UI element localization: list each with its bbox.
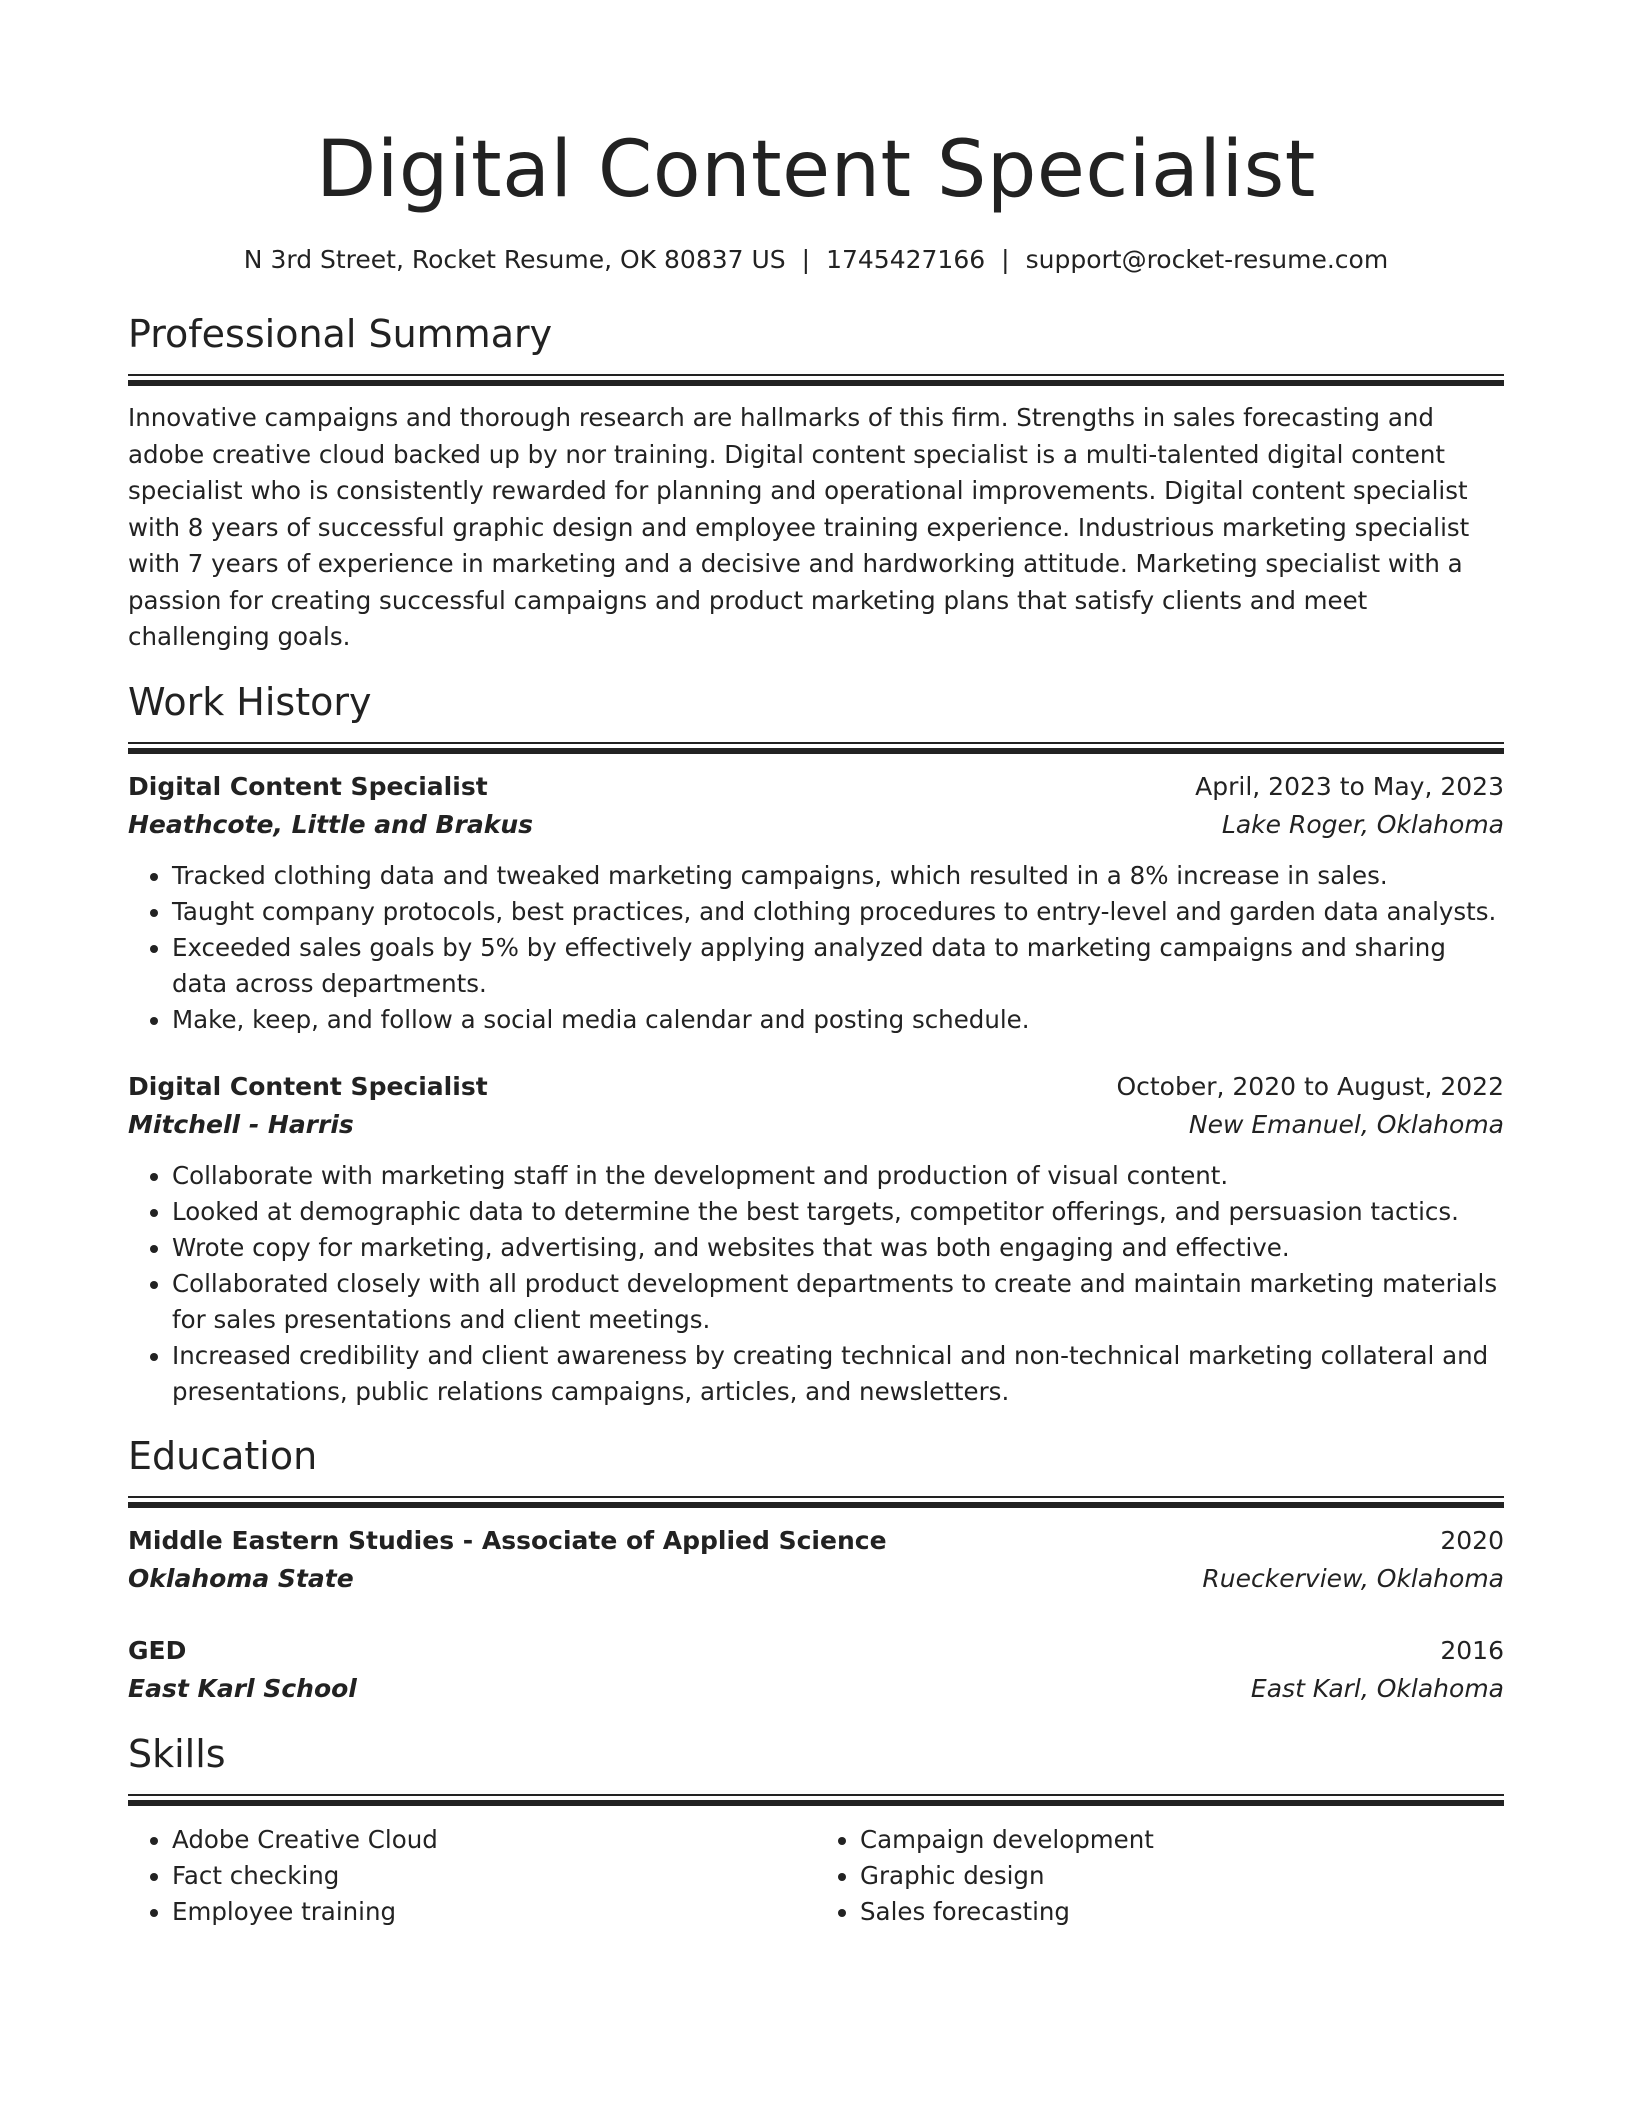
job-company: Mitchell - Harris [128,1109,354,1139]
skills-section [128,1728,1504,1930]
education-degree: Middle Eastern Studies - Associate of Applied Science [128,1525,887,1555]
education-year: 2016 [1440,1635,1504,1665]
education-school: Oklahoma State [128,1563,354,1593]
education-entry [128,1522,1504,1598]
section-title-work: Work History [128,679,372,724]
resume-name: Digital Content Specialist [316,125,1316,215]
education-subheader-row [128,1670,1504,1708]
job-header-row [128,768,1504,806]
skills-list-right [816,1822,1504,1930]
list-item: • Taught company protocols, best practices, and clothing procedures to entry-level and garden data analysts. [172,894,1504,930]
job-entry [128,768,1504,1038]
summary-section [128,308,1504,656]
list-item: • Collaborate with marketing staff in the development and production of visual content. [172,1158,1504,1194]
education-location: Rueckerview, Oklahoma [1202,1563,1504,1593]
list-item: • Increased credibility and client awareness by creating technical and non-technical marketing collateral and presentations, public relations campaigns, articles, and newsletters. [172,1338,1504,1410]
job-title: Digital Content Specialist [128,1071,488,1101]
skill-item: • Graphic design [860,1858,1504,1894]
job-title: Digital Content Specialist [128,771,488,801]
job-subheader-row [128,806,1504,844]
education-section [128,1430,1504,1708]
list-item: • Make, keep, and follow a social media calendar and posting schedule. [172,1002,1504,1038]
job-dates: October, 2020 to August, 2022 [1116,1071,1504,1101]
contact-phone: 1745427166 [826,245,986,274]
skill-item: • Employee training [172,1894,816,1930]
contact-line [128,242,1504,278]
contact-address: N 3rd Street, Rocket Resume, OK 80837 US [243,245,786,274]
skill-item: • Sales forecasting [860,1894,1504,1930]
skill-item: • Fact checking [172,1858,816,1894]
education-year: 2020 [1440,1525,1504,1555]
education-header-row [128,1522,1504,1560]
education-subheader-row [128,1560,1504,1598]
job-dates: April, 2023 to May, 2023 [1195,771,1504,801]
list-item: • Wrote copy for marketing, advertising, and websites that was both engaging and effective. [172,1230,1504,1266]
skill-item: • Adobe Creative Cloud [172,1822,816,1858]
education-school: East Karl School [128,1673,357,1703]
contact-separator: | [1001,245,1010,274]
section-divider [128,742,1504,754]
section-divider [128,374,1504,386]
contact-email: support@rocket-resume.com [1025,245,1389,274]
job-company: Heathcote, Little and Brakus [128,809,534,839]
list-item: • Looked at demographic data to determine the best targets, competitor offerings, and persuasion tactics. [172,1194,1504,1230]
section-title-education: Education [128,1433,318,1478]
section-title-summary: Professional Summary [128,312,553,356]
section-divider [128,1794,1504,1806]
education-degree: GED [128,1635,187,1665]
job-bullets [128,858,1504,1038]
education-entry [128,1632,1504,1708]
work-section [128,676,1504,1410]
job-location: Lake Roger, Oklahoma [1221,809,1504,839]
job-entry [128,1068,1504,1410]
list-item: • Exceeded sales goals by 5% by effectively applying analyzed data to marketing campaigns and sharing data across departments. [172,930,1504,1002]
education-location: East Karl, Oklahoma [1250,1673,1504,1703]
list-item: • Collaborated closely with all product development departments to create and maintain marketing materials for sales presentations and client meetings. [172,1266,1504,1338]
contact-separator: | [801,245,811,274]
education-header-row [128,1632,1504,1670]
section-divider [128,1496,1504,1508]
job-subheader-row [128,1106,1504,1144]
job-bullets [128,1158,1504,1410]
list-item: • Tracked clothing data and tweaked marketing campaigns, which resulted in a 8% increase in sales. [172,858,1504,894]
skills-grid [128,1822,1504,1930]
skills-list-left [128,1822,816,1930]
job-header-row [128,1068,1504,1106]
summary-text: Innovative campaigns and thorough research are hallmarks of this firm. Strengths in sales forecasting and adobe creative cloud backed up by nor training. Digital content specialist is a multi-talented digital content specialist who is consistently rewarded for planning and operational improvements. Digital content specialist with 8 years of successful graphic design and employee training experience. Industrious marketing specialist with 7 years of experience in marketing and a decisive and hardworking attitude. Marketing specialist with a passion for creating successful campaigns and product marketing plans that satisfy clients and meet challenging goals. [128,403,1470,651]
skill-item: • Campaign development [860,1822,1504,1858]
job-location: New Emanuel, Oklahoma [1188,1109,1504,1139]
section-title-skills: Skills [128,1731,226,1776]
